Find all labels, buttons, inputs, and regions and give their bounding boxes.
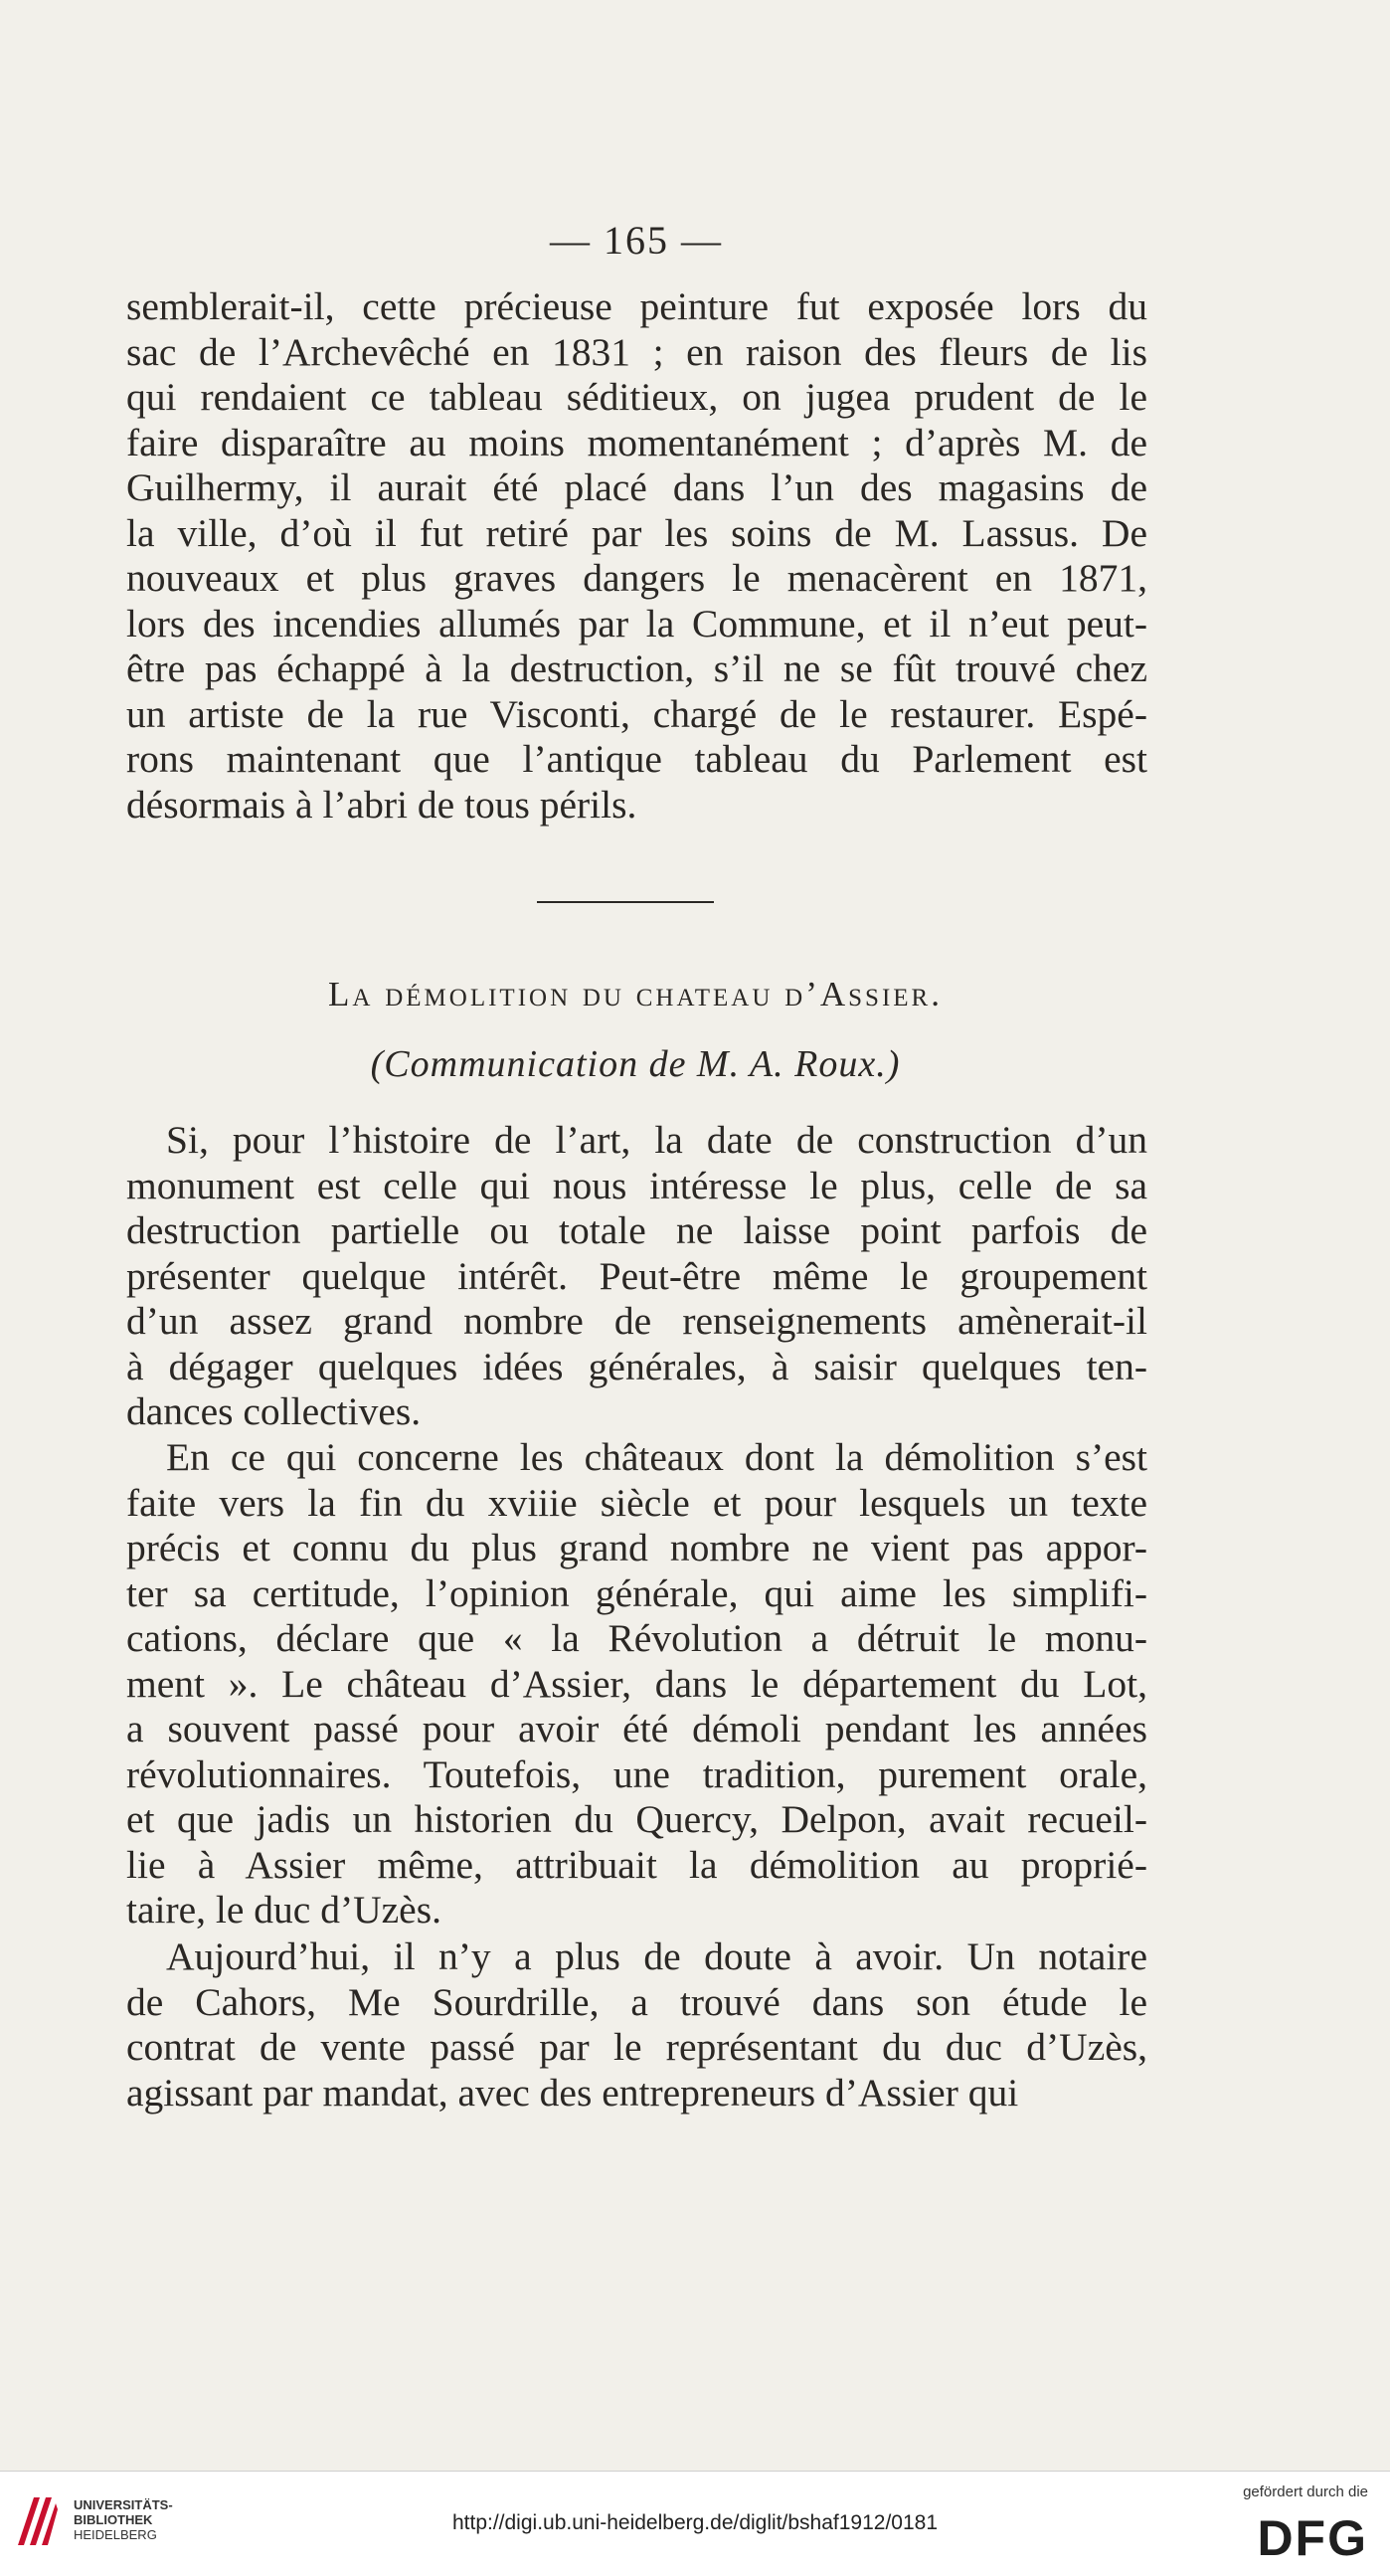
- text-line: En ce qui concerne les châteaux dont la démolition s’est: [166, 1435, 1147, 1479]
- text-line: semblerait-il, cette précieuse peinture fut exposée lors du: [126, 284, 1147, 328]
- text-line: monument est celle qui nous intéresse le plus, celle de sa: [126, 1163, 1147, 1207]
- text-line: la ville, d’où il fut retiré par les soins de M. Lassus. De: [126, 510, 1147, 555]
- text-line: lors des incendies allumés par la Commune, et il n’eut peut-: [126, 601, 1147, 645]
- library-name-line-1: UNIVERSITÄTS-: [74, 2497, 173, 2512]
- text-line: a souvent passé pour avoir été démoli pendant les années: [126, 1707, 1147, 1750]
- funding-note: gefördert durch die: [1243, 2484, 1368, 2500]
- text-line: contrat de vente passé par le représentant du duc d’Uzès,: [126, 2025, 1147, 2069]
- paragraph-1: [126, 284, 1147, 828]
- text-line: Aujourd’hui, il n’y a plus de doute à avoir. Un notaire: [166, 1934, 1147, 1978]
- page-number: — 165 —: [550, 218, 723, 263]
- dfg-logo: DFG: [1257, 2510, 1368, 2566]
- text-line: destruction partielle ou totale ne laisse point parfois de: [126, 1208, 1147, 1252]
- text-line: à dégager quelques idées générales, à saisir quelques ten-: [126, 1344, 1147, 1388]
- text-line: faite vers la fin du xviiie siècle et pour lesquels un texte: [126, 1480, 1147, 1525]
- text-line: agissant par mandat, avec des entrepreneurs d’Assier qui: [126, 2070, 1019, 2115]
- text-line: et que jadis un historien du Quercy, Delpon, avait recueil-: [126, 1797, 1147, 1841]
- paragraph-3: [126, 1435, 1147, 1933]
- text-line: qui rendaient ce tableau séditieux, on jugea prudent de le: [126, 375, 1147, 419]
- text-line: Guilhermy, il aurait été placé dans l’un des magasins de: [126, 465, 1147, 509]
- text-line: lie à Assier même, attribuait la démolition au proprié-: [126, 1842, 1147, 1887]
- library-name-line-2: BIBLIOTHEK: [74, 2512, 153, 2527]
- text-line: être pas échappé à la destruction, s’il ne se fût trouvé chez: [126, 646, 1147, 690]
- text-line: ter sa certitude, l’opinion générale, qui aime les simplifi-: [126, 1570, 1147, 1615]
- text-line: révolutionnaires. Toutefois, une tradition, purement orale,: [126, 1751, 1147, 1796]
- text-line: d’un assez grand nombre de renseignements amènerait-il: [126, 1299, 1147, 1343]
- text-line: ment ». Le château d’Assier, dans le département du Lot,: [126, 1661, 1147, 1706]
- text-line: de Cahors, Me Sourdrille, a trouvé dans son étude le: [126, 1979, 1147, 2024]
- source-url-link[interactable]: http://digi.ub.uni-heidelberg.de/diglit/bshaf1912/0181: [451, 2511, 939, 2534]
- text-line: nouveaux et plus graves dangers le menacèrent en 1871,: [126, 556, 1147, 600]
- section-title: La démolition du chateau d’Assier.: [328, 975, 943, 1013]
- text-line: présenter quelque intérêt. Peut-être même le groupement: [126, 1253, 1147, 1298]
- text-line: faire disparaître au moins momentanément ; d’après M. de: [126, 420, 1147, 464]
- section-divider: [537, 901, 714, 903]
- paragraph-4: [126, 1934, 1147, 2116]
- text-line: un artiste de la rue Visconti, chargé de le restaurer. Espé-: [126, 691, 1147, 736]
- text-line: cations, déclare que « la Révolution a détruit le monu-: [126, 1616, 1147, 1660]
- text-line: taire, le duc d’Uzès.: [126, 1888, 441, 1932]
- text-line: sac de l’Archevêché en 1831 ; en raison des fleurs de lis: [126, 329, 1147, 374]
- library-name-line-3: HEIDELBERG: [74, 2527, 157, 2542]
- text-line: désormais à l’abri de tous périls.: [126, 782, 637, 827]
- text-line: Si, pour l’histoire de l’art, la date de construction d’un: [166, 1118, 1147, 1162]
- text-line: dances collectives.: [126, 1389, 422, 1433]
- communication-credit: (Communication de M. A. Roux.): [370, 1043, 901, 1085]
- text-line: rons maintenant que l’antique tableau du Parlement est: [126, 737, 1147, 781]
- digitization-footer: [0, 2471, 1390, 2576]
- paragraph-2: [126, 1118, 1147, 1435]
- text-line: précis et connu du plus grand nombre ne vient pas appor-: [126, 1526, 1147, 1569]
